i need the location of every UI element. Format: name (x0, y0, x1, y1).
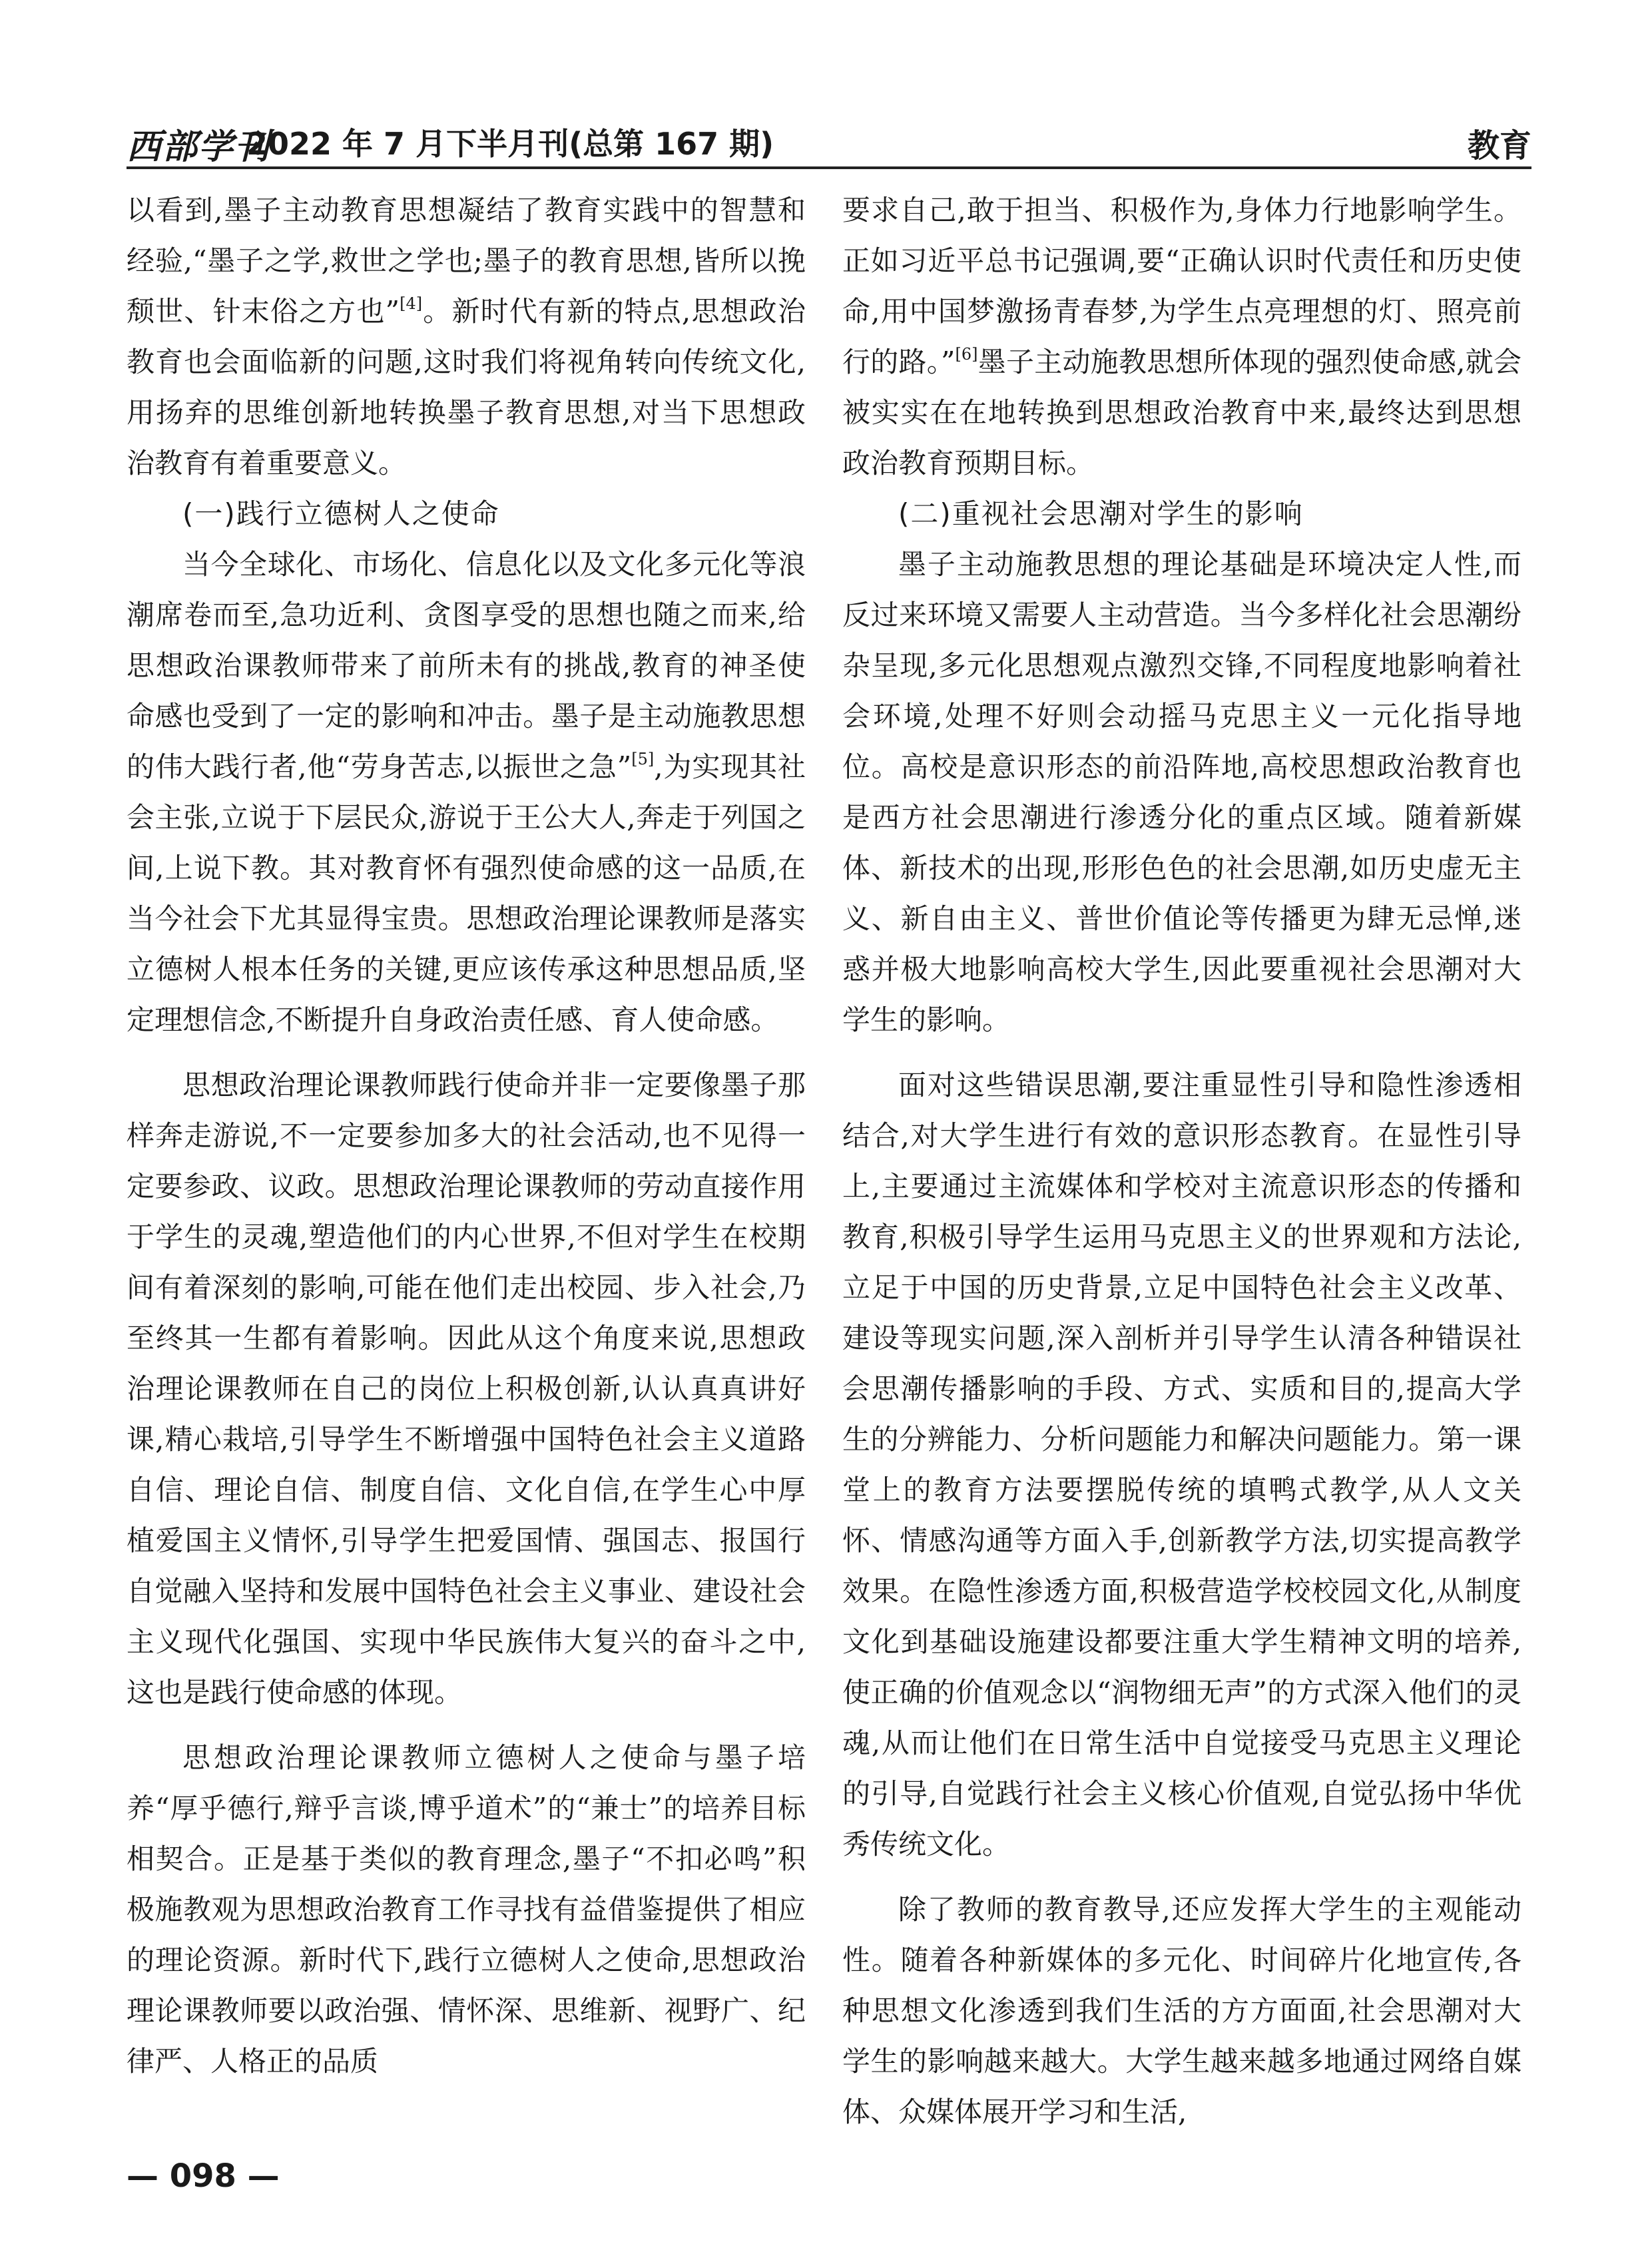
paragraph (842, 1060, 1521, 1870)
section-label: 教育 (1467, 127, 1531, 164)
paragraph-text: ,为实现其社会主张,立说于下层民众,游说于王公大人,奔走于列国之间,上说下教。其对教育怀有强烈使命感的这一品质,在当今社会下尤其显得宝贵。思想政治理论课教师是落实立德树人根本任务的关键,更应该传承这种思想品质,坚定理想信念,不断提升自身政治责任感、育人使命感。 (127, 750, 806, 1036)
paragraph-text: 当今全球化、市场化、信息化以及文化多元化等浪潮席卷而至,急功近利、贪图享受的思想也随之而来,给思想政治课教师带来了前所未有的挑战,教育的神圣使命感也受到了一定的影响和冲击。墨子是主动施教思想的伟大践行者,他“劳身苦志,以振世之急” (127, 548, 806, 783)
citation-ref: [5] (631, 750, 655, 768)
paragraph-text: 要求自己,敢于担当、积极作为,身体力行地影响学生。正如习近平总书记强调,要“正确认识时代责任和历史使命,用中国梦激扬青春梦,为学生点亮理想的灯、照亮前行的路。” (842, 194, 1521, 378)
page-number: — 098 — (127, 2157, 280, 2195)
paragraph-text: 思想政治理论课教师践行使命并非一定要像墨子那样奔走游说,不一定要参加多大的社会活动,也不见得一定要参政、议政。思想政治理论课教师的劳动直接作用于学生的灵魂,塑造他们的内心世界,不但对学生在校期间有着深刻的影响,可能在他们走出校园、步入社会,乃至终其一生都有着影响。因此从这个角度来说,思想政治理论课教师在自己的岗位上积极创新,认认真真讲好课,精心栽培,引导学生不断增强中国特色社会主义道路自信、理论自信、制度自信、文化自信,在学生心中厚植爱国主义情怀,引导学生把爱国情、强国志、报国行自觉融入坚持和发展中国特色社会主义事业、建设社会主义现代化强国、实现中华民族伟大复兴的奋斗之中,这也是践行使命感的体现。 (127, 1069, 806, 1709)
paragraph-text: 。新时代有新的特点,思想政治教育也会面临新的问题,这时我们将视角转向传统文化,用扬弃的思维创新地转换墨子教育思想,对当下思想政治教育有着重要意义。 (127, 295, 806, 479)
paragraph (127, 185, 806, 489)
citation-ref: [4] (400, 294, 423, 313)
paragraph (842, 539, 1521, 1045)
left-column (127, 185, 806, 2129)
paragraph (842, 185, 1521, 489)
paragraph-text: 面对这些错误思潮,要注重显性引导和隐性渗透相结合,对大学生进行有效的意识形态教育。在显性引导上,主要通过主流媒体和学校对主流意识形态的传播和教育,积极引导学生运用马克思主义的世界观和方法论,立足于中国的历史背景,立足中国特色社会主义改革、建设等现实问题,深入剖析并引导学生认清各种错误社会思潮传播影响的手段、方式、实质和目的,提高大学生的分辨能力、分析问题能力和解决问题能力。第一课堂上的教育方法要摆脱传统的填鸭式教学,从人文关怀、情感沟通等方面入手,创新教学方法,切实提高教学效果。在隐性渗透方面,积极营造学校校园文化,从制度文化到基础设施建设都要注重大学生精神文明的培养,使正确的价值观念以“润物细无声”的方式深入他们的灵魂,从而让他们在日常生活中自觉接受马克思主义理论的引导,自觉践行社会主义核心价值观,自觉弘扬中华优秀传统文化。 (842, 1069, 1521, 1860)
paragraph (127, 1733, 806, 2087)
citation-ref: [6] (955, 345, 978, 364)
running-header (127, 113, 1531, 169)
paragraph-text: 墨子主动施教思想的理论基础是环境决定人性,而反过来环境又需要人主动营造。当今多样化社会思潮纷杂呈现,多元化思想观点激烈交锋,不同程度地影响着社会环境,处理不好则会动摇马克思主义一元化指导地位。高校是意识形态的前沿阵地,高校思想政治教育也是西方社会思潮进行渗透分化的重点区域。随着新媒体、新技术的出现,形形色色的社会思潮,如历史虚无主义、新自由主义、普世价值论等传播更为肆无忌惮,迷惑并极大地影响高校大学生,因此要重视社会思潮对大学生的影响。 (842, 548, 1521, 1036)
section-heading (127, 489, 806, 539)
journal-logo: 西部学刊 (127, 127, 271, 167)
issue-info: 2022 年 7 月下半月刊(总第 167 期) (246, 126, 774, 162)
paragraph-text: 思想政治理论课教师立德树人之使命与墨子培养“厚乎德行,辩乎言谈,博乎道术”的“兼士”的培养目标相契合。正是基于类似的教育理念,墨子“不扣必鸣”积极施教观为思想政治教育工作寻找有益借鉴提供了相应的理论资源。新时代下,践行立德树人之使命,思想政治理论课教师要以政治强、情怀深、思维新、视野广、纪律严、人格正的品质 (127, 1741, 806, 2078)
paragraph-text: 除了教师的教育教导,还应发挥大学生的主观能动性。随着各种新媒体的多元化、时间碎片化地宣传,各种思想文化渗透到我们生活的方方面面,社会思潮对大学生的影响越来越大。大学生越来越多地通过网络自媒体、众媒体展开学习和生活, (842, 1893, 1521, 2128)
paragraph-text: (二)重视社会思潮对学生的影响 (898, 497, 1304, 530)
paragraph (842, 1884, 1521, 2129)
paragraph (127, 539, 806, 1045)
section-heading (842, 489, 1521, 539)
paragraph (127, 1060, 806, 1718)
right-column (842, 185, 1521, 2129)
paragraph-text: 墨子主动施教思想所体现的强烈使命感,就会被实实在在地转换到思想政治教育中来,最终达到思想政治教育预期目标。 (842, 346, 1521, 479)
paragraph-text: (一)践行立德树人之使命 (182, 497, 500, 530)
paragraph-text: 以看到,墨子主动教育思想凝结了教育实践中的智慧和经验,“墨子之学,救世之学也;墨子的教育思想,皆所以挽颓世、针末俗之方也” (127, 194, 806, 328)
